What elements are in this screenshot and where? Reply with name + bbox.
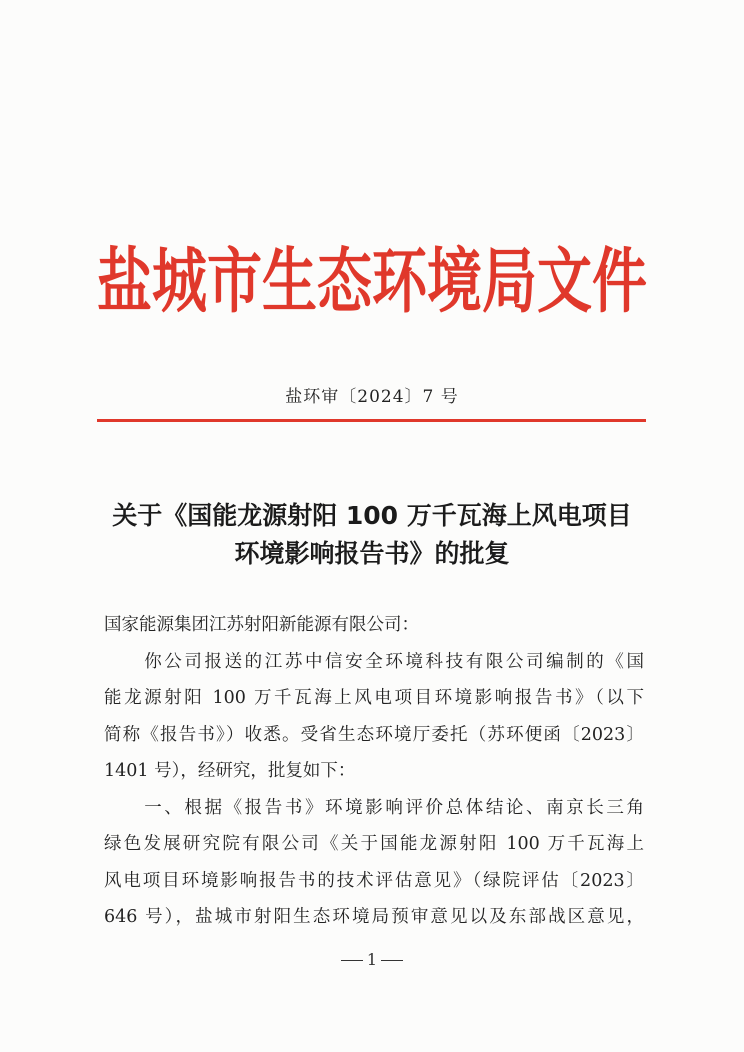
body-line: 简称《报告书》）收悉。受省生态环境厅委托（苏环便函〔2023〕: [104, 724, 644, 745]
body-line: 1401 号），经研究，批复如下：: [104, 761, 356, 781]
body-line: 一、根据《报告书》环境影响评价总体结论、南京长三角: [104, 797, 644, 818]
document-body: [104, 607, 644, 936]
document-heading: [0, 497, 744, 573]
page-number-value: 1: [366, 950, 378, 969]
heading-line-1: 关于《国能龙源射阳 100 万千瓦海上风电项目: [112, 501, 632, 530]
document-header-title: 盐城市生态环境局文件: [96, 239, 647, 322]
heading-line-2: 环境影响报告书》的批复: [234, 539, 510, 568]
red-divider-line: [97, 419, 646, 422]
page-number-dash-left: [341, 960, 363, 962]
body-line: 绿色发展研究院有限公司《关于国能龙源射阳 100 万千瓦海上: [104, 834, 644, 854]
body-line: 646 号），盐城市射阳生态环境局预审意见以及东部战区意见，: [104, 907, 644, 927]
addressee-line: 国家能源集团江苏射阳新能源有限公司：: [104, 615, 419, 635]
body-line: 风电项目环境影响报告书的技术评估意见》（绿院评估〔2023〕: [104, 870, 644, 891]
body-line: 能龙源射阳 100 万千瓦海上风电项目环境影响报告书》（以下: [104, 688, 644, 708]
page-number-dash-right: [381, 960, 403, 962]
page-number: [0, 950, 744, 969]
body-line: 你公司报送的江苏中信安全环境科技有限公司编制的《国: [104, 651, 644, 672]
document-number: 盐环审〔2024〕7 号: [285, 387, 459, 407]
